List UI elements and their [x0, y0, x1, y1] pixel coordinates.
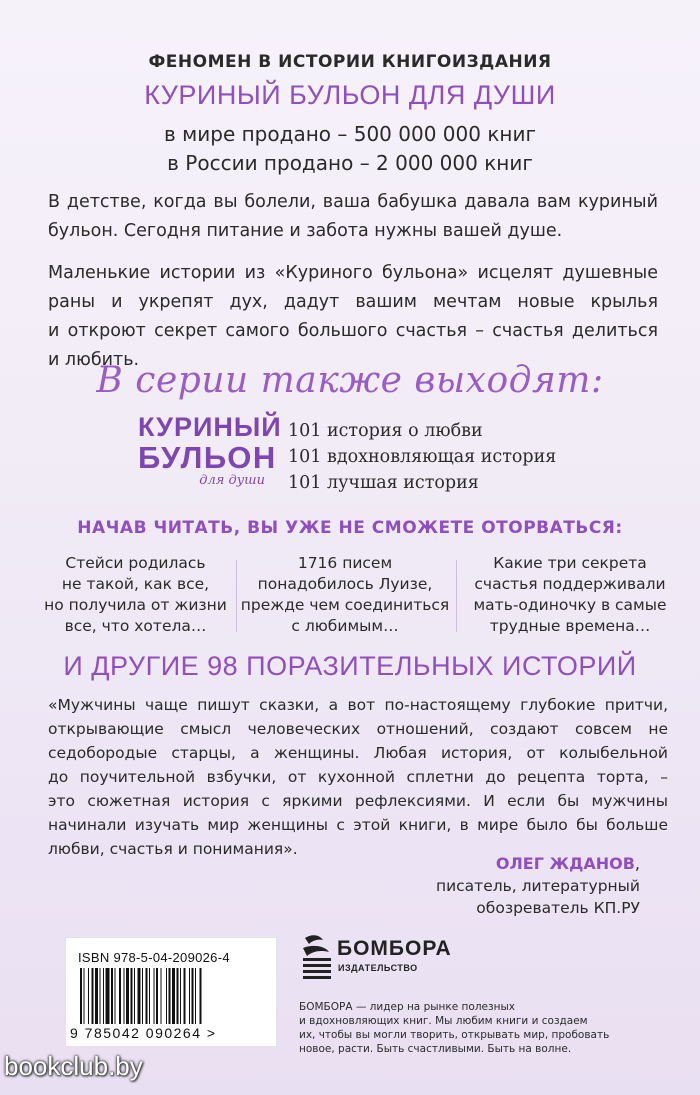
quote-line: седобородые старцы, а женщины. Любая история, от колыбельной [48, 744, 668, 762]
series-logo-line1: КУРИНЫЙ [138, 412, 282, 442]
publisher-description [299, 1000, 629, 1056]
text-line: Маленькие истории из «Куриного бульона» исцелят душевные [48, 263, 658, 283]
author-role: обозреватель КП.РУ [476, 899, 640, 917]
pub-line: их, чтобы вы могли творить, открывать мир, пробовать [299, 1029, 610, 1041]
header-tagline: ФЕНОМЕН В ИСТОРИИ КНИГОИЗДАНИЯ [148, 52, 552, 72]
quote-line: любви, счастья и понимания». [48, 840, 298, 858]
series-item: 101 история о любви [288, 421, 483, 441]
pub-line: новое, расти. Быть счастливыми. Быть на волне. [299, 1043, 572, 1055]
quote-line: до поучительной взбучки, от кухонной сплетни до рецепта торта, – [48, 768, 668, 786]
teaser-line: 1716 писем [297, 554, 393, 572]
series-title: КУРИНЫЙ БУЛЬОН ДЛЯ ДУШИ [144, 80, 556, 110]
teaser-1 [38, 553, 233, 637]
sold-russia: в России продано – 2 000 000 книг [167, 151, 533, 175]
barcode-icon [78, 968, 264, 1024]
isbn-label: ISBN 978-5-04-209026-4 [78, 950, 230, 965]
barcode-digits: 9 785042 090264 > [70, 1025, 217, 1041]
text-line: и любить. [48, 350, 140, 370]
teaser-line: но получила от жизни [44, 596, 227, 614]
teaser-line: прежде чем соединиться [240, 596, 450, 614]
teaser-line: все, что хотела… [64, 617, 207, 635]
text-line: и откроют секрет самого большого счастья – счастья делиться [48, 321, 658, 341]
intro-paragraph-1 [48, 188, 658, 246]
text-line: В детстве, когда вы болели, ваша бабушка давала вам куриный [48, 192, 658, 212]
cta-heading: НАЧАВ ЧИТАТЬ, ВЫ УЖЕ НЕ СМОЖЕТЕ ОТОРВАТЬСЯ: [77, 518, 623, 538]
publisher-name: БОМБОРА [337, 937, 452, 960]
teaser-3 [460, 553, 680, 637]
teaser-line: Какие три секрета [493, 554, 647, 572]
quote-line: это сюжетная история с яркими рефлексиями. И если бы мужчины [48, 792, 668, 810]
review-quote [48, 693, 668, 861]
teaser-line: трудные времена… [489, 617, 651, 635]
intro-paragraph-2 [48, 259, 658, 375]
series-heading: В серии также выходят: [96, 360, 604, 401]
teaser-divider [456, 560, 457, 632]
series-logo [138, 412, 282, 488]
teaser-line: счастья поддерживали [474, 575, 666, 593]
teaser-2 [240, 553, 450, 637]
text-line: раны и укрепят дух, дадут вашим мечтам новые крылья [48, 292, 658, 312]
author-comma: , [634, 854, 640, 873]
quote-line: открывающие смысл человеческих отношений, создают совсем не [48, 720, 668, 738]
barcode-block [65, 937, 277, 1047]
author-role: писатель, литературный [435, 877, 640, 895]
teaser-line: не такой, как все, [61, 575, 210, 593]
pub-line: БОМБОРА — лидер на рынке полезных [299, 1001, 515, 1013]
publisher-sub: ИЗДАТЕЛЬСТВО [338, 963, 418, 973]
author-name: ОЛЕГ ЖДАНОВ [495, 854, 635, 873]
teaser-line: понадобилось Луизе, [257, 575, 433, 593]
teaser-divider [236, 560, 237, 632]
series-item: 101 вдохновляющая история [288, 447, 557, 467]
quote-line: начинали изучать мир женщины с этой книги, в мире было бы больше [48, 816, 668, 834]
sold-world: в мире продано – 500 000 000 книг [164, 122, 536, 146]
teaser-line: Стейси родилась [65, 554, 206, 572]
teaser-line: мать-одиночку в самые [473, 596, 667, 614]
other-stories-heading: И ДРУГИЕ 98 ПОРАЗИТЕЛЬНЫХ ИСТОРИЙ [63, 651, 637, 681]
series-logo-line2: БУЛЬОН [138, 440, 277, 475]
site-watermark: bookclub.by [4, 1051, 143, 1081]
series-item: 101 лучшая история [288, 473, 479, 493]
pub-line: и вдохновляющих книг. Мы любим книги и создаем [299, 1015, 588, 1027]
quote-line: «Мужчины чаще пишут сказки, а вот по-настоящему глубокие притчи, [48, 696, 668, 714]
text-line: бульон. Сегодня питание и забота нужны вашей душе. [48, 221, 563, 241]
teaser-line: с любимым… [291, 617, 399, 635]
series-logo-line3: для души [199, 473, 265, 488]
series-list [288, 418, 588, 496]
quote-author [436, 853, 640, 919]
